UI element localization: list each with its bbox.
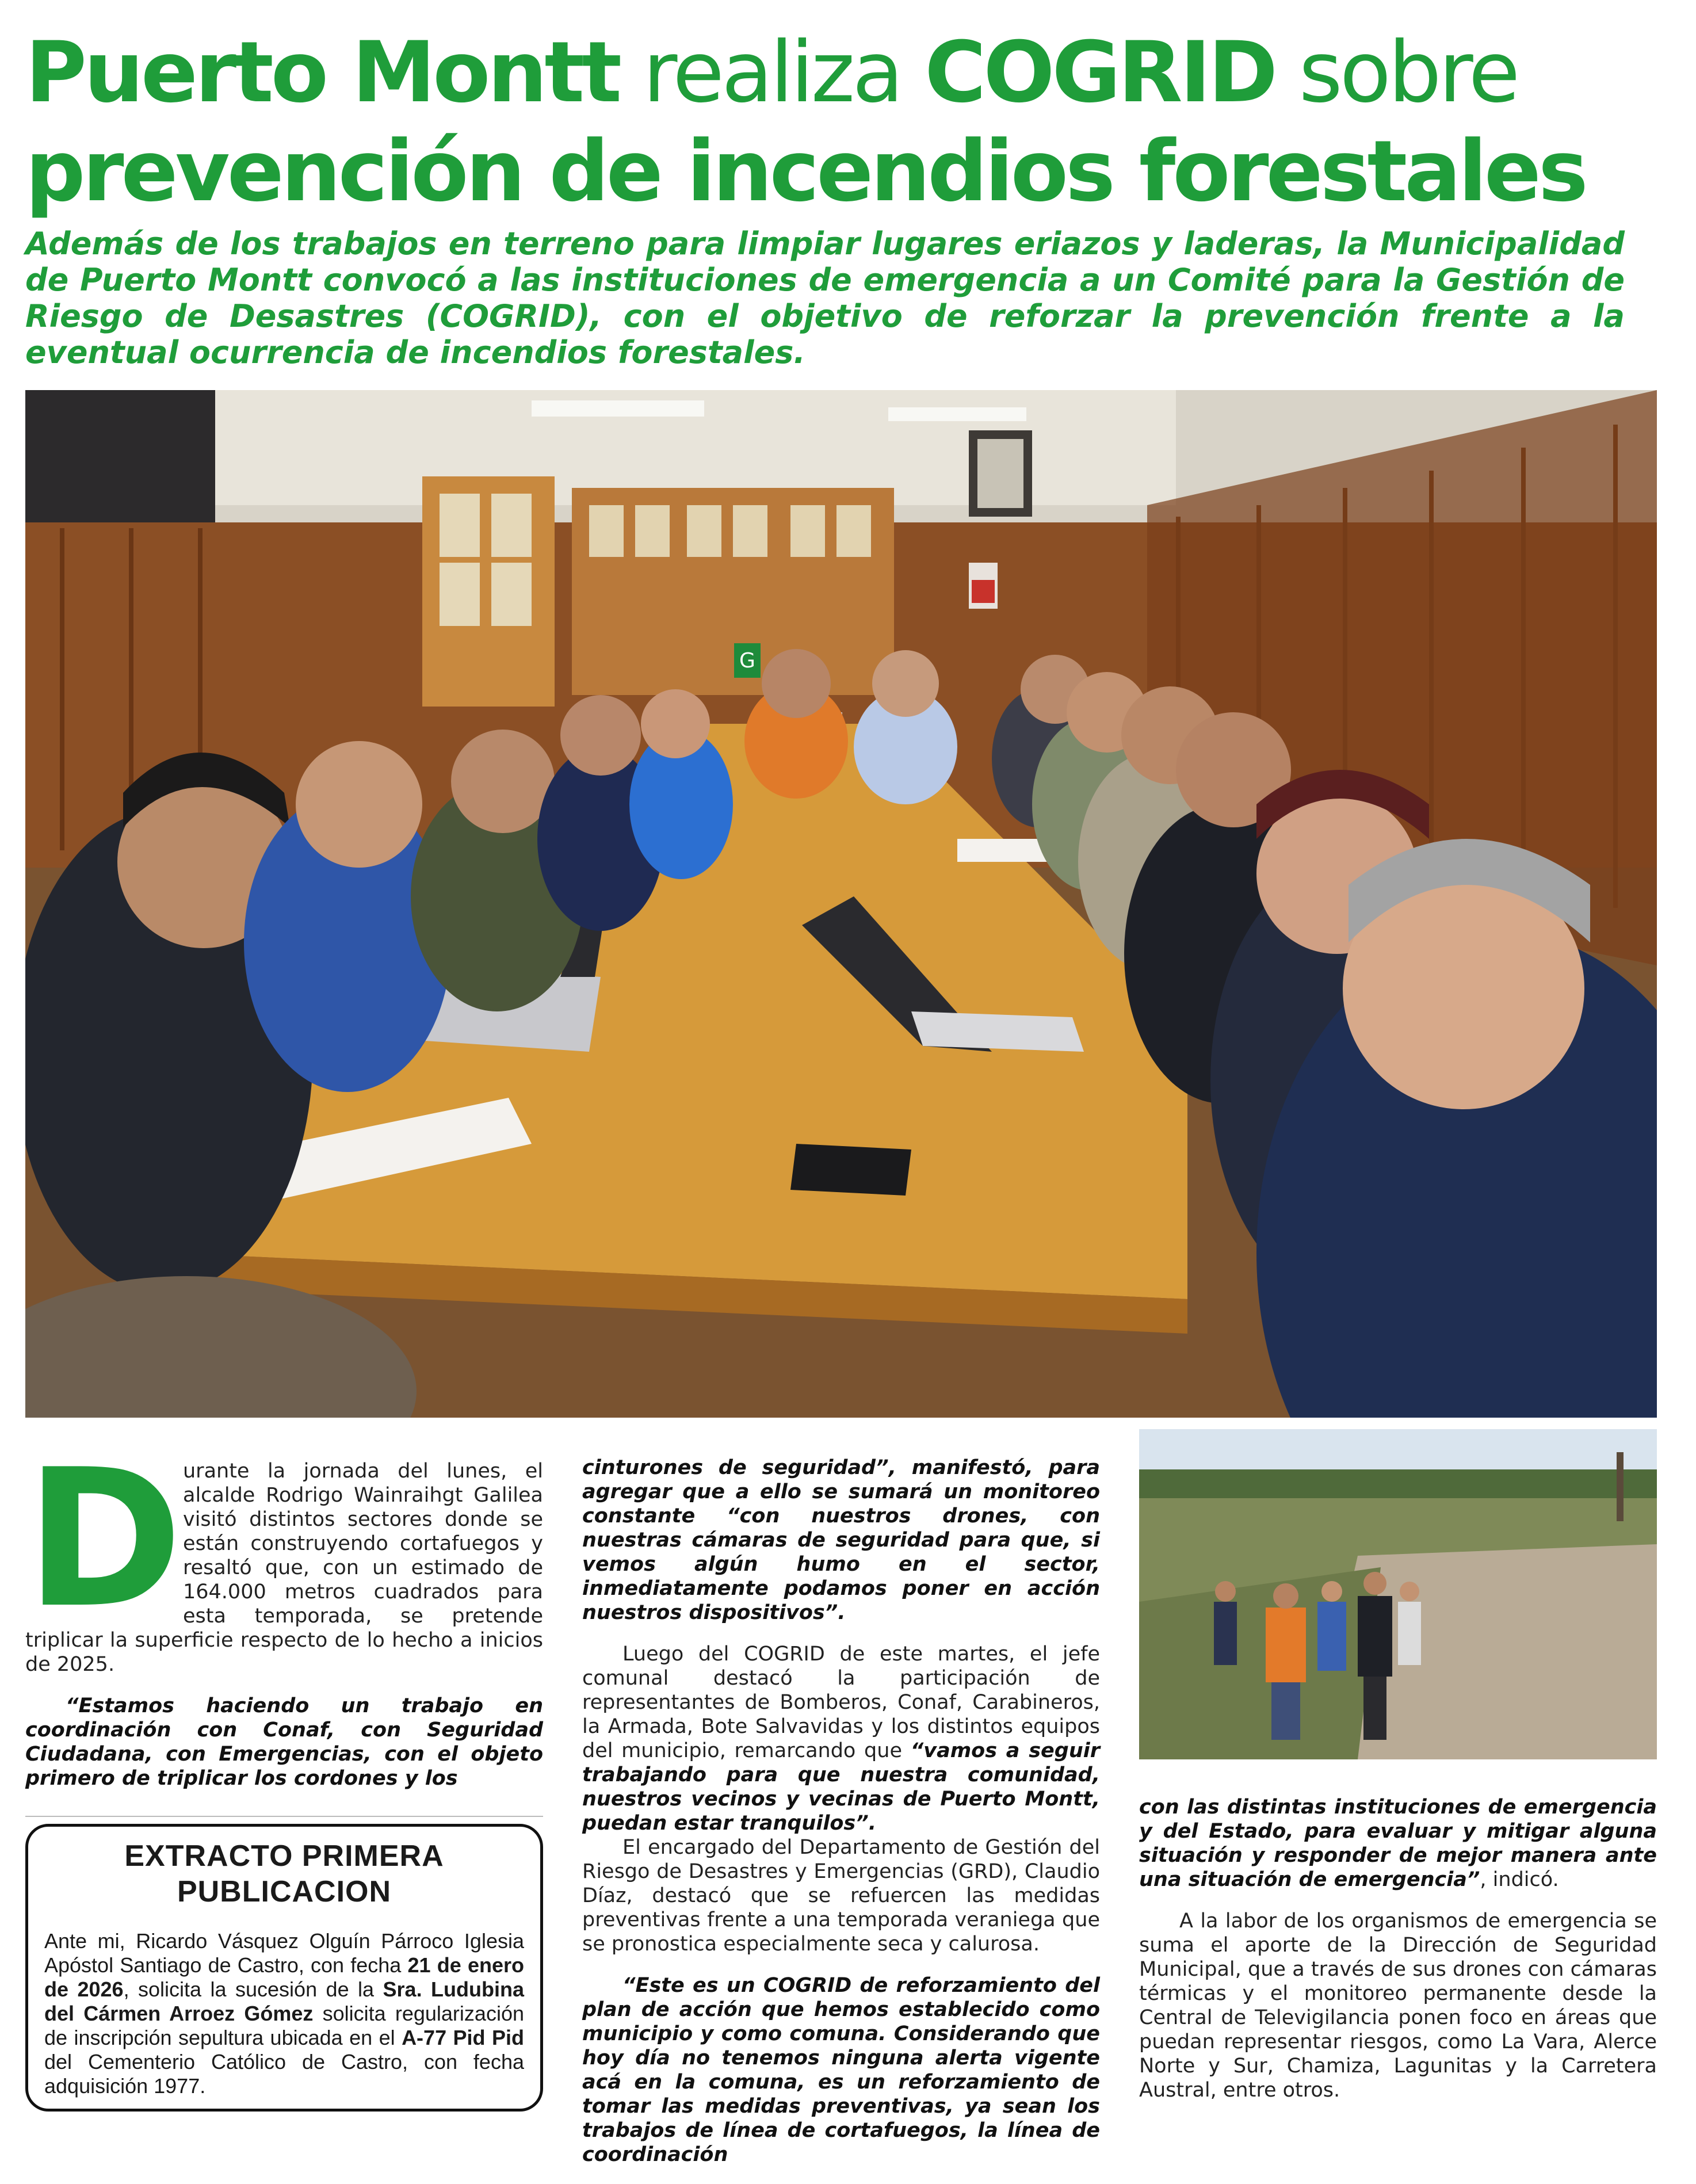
legal-notice-body: Ante mi, Ricardo Vásquez Olguín Párroco Iglesia Apóstol Santiago de Castro, con fecha 21 de enero de 2026, solicita la sucesión de la Sra. Ludubina del Cármen Arroez Gómez solicita regularización de inscripción sepultura ubicada en el A-77 Pid Pid del Cementerio Católico de Castro, con fecha adquisición 1977. [44, 1929, 524, 2098]
drop-cap: D [25, 1429, 183, 1650]
meeting-illustration [25, 390, 1657, 1418]
quote-paragraph-2: “Este es un COGRID de reforzamiento del plan de acción que hemos establecido como municipio y como comuna. Considerando que hoy día no tenemos ninguna alerta vigente acá en la comuna, es un reforzamiento de tomar las medidas preventivas, ya sean los trabajos de línea de cortafuegos, la línea de coordinación [582, 1974, 1100, 2166]
article-column-2 [582, 1456, 1100, 2184]
quote-paragraph-2-continued: con las distintas instituciones de emergencia y del Estado, para evaluar y mitigar alguna situación y responder de mejor manera ante una situación de emergencia”, indicó. [1139, 1796, 1657, 1891]
exit-sign-label: G [739, 649, 755, 673]
article-column-1 [25, 1429, 543, 1808]
article-paragraph-1: D urante la jornada del lunes, el alcalde Rodrigo Wainraihgt Galilea visitó distintos sectores donde se están construyendo cortafuegos y resaltó que, con un estimado de 164.000 metros cuadrados para esta temporada, se pretende triplicar la superficie respecto de lo hecho a inicios de 2025. [25, 1429, 543, 1676]
legal-notice-box [25, 1824, 543, 2112]
divider [25, 1816, 543, 1817]
article-paragraph-3: El encargado del Departamento de Gestión del Riesgo de Desastres y Emergencias (GRD), Claudio Díaz, destacó que se refuercen las medidas preventivas frente a una temporada veraniega que se pronostica especialmente seca y calurosa. [582, 1836, 1100, 1956]
article-paragraph-2: Luego del COGRID de este martes, el jefe comunal destacó la participación de representantes de Bomberos, Conaf, Carabineros, la Armada, Bote Salvavidas y los distintos equipos del municipio, remarcando que “vamos a seguir trabajando para que nuestra comunidad, nuestros vecinos y vecinas de Puerto Montt, puedan estar tranquilos”. [582, 1643, 1100, 1835]
field-inspection-photo [1139, 1429, 1657, 1759]
field-illustration [1139, 1429, 1657, 1759]
quote-paragraph-1-continued: cinturones de seguridad”, manifestó, para agregar que a ello se sumará un monitoreo constante “con nuestros drones, con nuestras cámaras de seguridad para que, si vemos algún humo en el sector, inmediatamente podamos poner en acción nuestros dispositivos”. [582, 1456, 1100, 1624]
meeting-room-photo [25, 390, 1657, 1418]
article-paragraph-4: A la labor de los organismos de emergencia se suma el aporte de la Dirección de Seguridad Municipal, que a través de sus drones con cámaras térmicas y el monitoreo permanente desde la Central de Televigilancia ponen foco en áreas que puedan representar riesgos, como La Vara, Alerce Norte y Sur, Chamiza, Lagunitas y la Carretera Austral, entre otros. [1139, 1910, 1657, 2102]
lead-paragraph: Además de los trabajos en terreno para limpiar lugares eriazos y laderas, la Municipalidad de Puerto Montt convocó a las instituciones de emergencia a un Comité para la Gestión de Riesgo de Desastres (COGRID), con el objetivo de reforzar la prevención frente a la eventual ocurrencia de incendios forestales. [25, 226, 1625, 371]
headline-line1: Puerto Montt realiza COGRID sobre [25, 24, 1518, 121]
article-column-3 [1139, 1795, 1657, 2120]
headline-line2: prevención de incendios forestales [25, 123, 1586, 220]
page-headline [25, 23, 1671, 221]
quote-paragraph-1: “Estamos haciendo un trabajo en coordinación con Conaf, con Seguridad Ciudadana, con Emergencias, con el objeto primero de triplicar los cordones y los [25, 1694, 543, 1790]
legal-notice-title: EXTRACTO PRIMERA PUBLICACION [124, 1839, 444, 1908]
